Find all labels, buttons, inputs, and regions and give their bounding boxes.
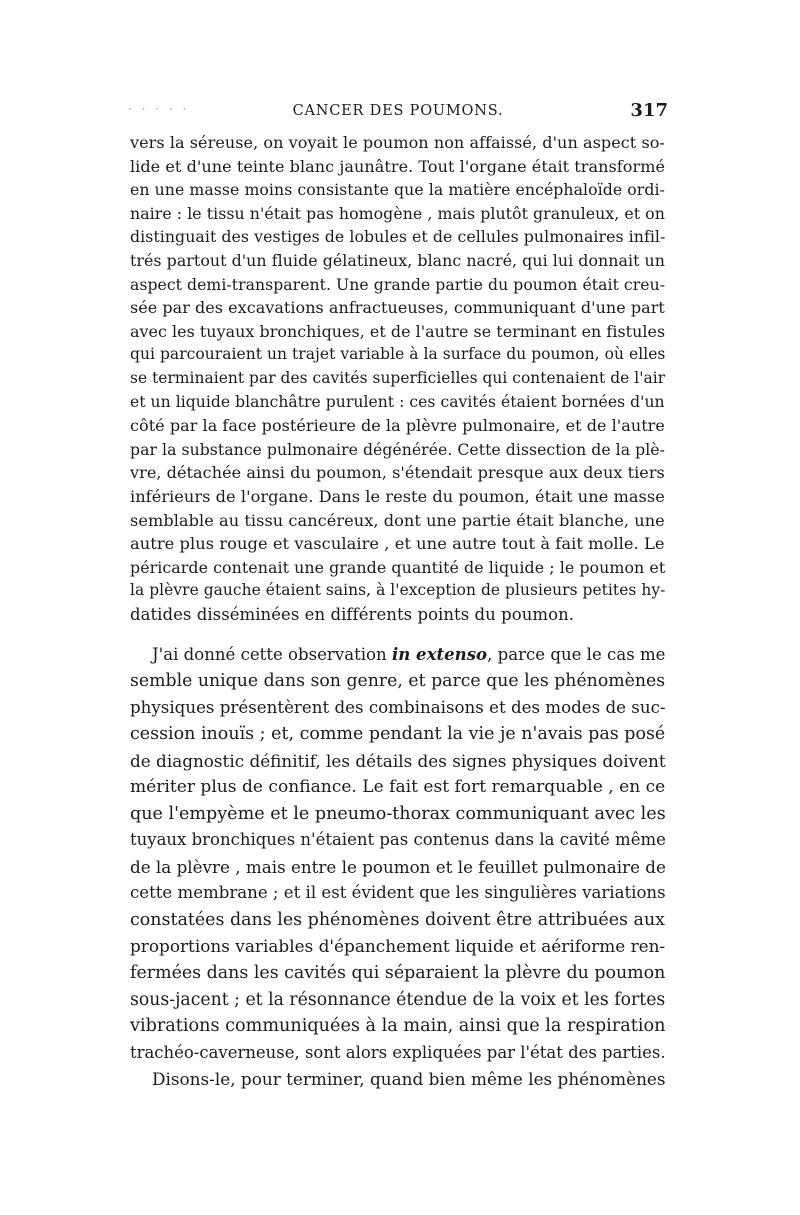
text-line: vibrations communiquées à la main, ainsi que la respiration (130, 1016, 666, 1037)
text-line: constatées dans les phénomènes doivent être attribuées aux (130, 909, 666, 930)
text-line: cette membrane ; et il est évident que les singulières variations (130, 883, 666, 903)
running-title: CANCER DES POUMONS. (292, 103, 504, 119)
text-line: côté par la face postérieure de la plèvre pulmonaire, et de l'autre (130, 416, 665, 436)
text-line: trés partout d'un fluide gélatineux, blanc nacré, qui lui donnait un (130, 250, 666, 270)
text-line: mériter plus de confiance. Le fait est fort remarquable , en ce (130, 777, 666, 798)
text-line: sous-jacent ; et la résonnance étendue de la voix et les fortes (130, 989, 666, 1010)
body-text (130, 131, 668, 1093)
text-line: Disons-le, pour terminer, quand bien même les phénomènes (152, 1069, 666, 1090)
text-line: et un liquide blanchâtre purulent : ces cavités étaient bornées d'un (130, 392, 665, 411)
text-line: péricarde contenait une grande quantité de liquide ; le poumon et (130, 557, 666, 577)
page-header (128, 100, 668, 126)
text-line: semblable au tissu cancéreux, dont une partie était blanche, une (130, 510, 665, 530)
text-line: physiques présentèrent des combinaisons et des modes de suc- (130, 697, 666, 717)
text-line: fermées dans les cavités qui séparaient la plèvre du poumon (130, 963, 666, 984)
text-line: naire : le tissu n'était pas homogène , mais plutôt granuleux, et on (130, 203, 665, 223)
paragraph-1 (130, 131, 668, 626)
text-line: qui parcouraient un trajet variable à la surface du poumon, où elles (130, 345, 666, 364)
text-fragment: , parce que le cas me (487, 645, 666, 665)
text-line: en une masse moins consistante que la matière encéphaloïde ordi- (130, 180, 665, 200)
paragraph-3 (130, 1066, 668, 1093)
text-line: autre plus rouge et vasculaire , et une autre tout à fait molle. Le (130, 534, 665, 554)
text-line: proportions variables d'épanchement liquide et aériforme ren- (130, 936, 666, 957)
text-line: lide et d'une teinte blanc jaunâtre. Tout l'organe était transformé (130, 156, 666, 176)
text-line: vers la séreuse, on voyait le poumon non affaissé, d'un aspect so- (130, 133, 665, 152)
text-line: que l'empyème et le pneumo-thorax communiquant avec les (130, 803, 666, 824)
text-line: par la substance pulmonaire dégénérée. Cette dissection de la plè- (130, 439, 665, 459)
italic-phrase: in extenso (391, 644, 488, 665)
header-specks: · · · · · (128, 102, 190, 116)
paragraph-2 (130, 641, 668, 1066)
text-line: inférieurs de l'organe. Dans le reste du poumon, était une masse (130, 486, 665, 506)
text-line: datides disséminées en différents points du poumon. (130, 604, 575, 624)
text-line: tuyaux bronchiques n'étaient pas contenus dans la cavité même (130, 830, 666, 850)
text-line: la plèvre gauche étaient sains, à l'exception de plusieurs petites hy- (130, 581, 666, 600)
text-line: semble unique dans son genre, et parce que les phénomènes (130, 671, 666, 692)
page-number: 317 (630, 100, 668, 121)
text-line: sée par des excavations anfractueuses, communiquant d'une part (130, 298, 665, 318)
text-line: de diagnostic définitif, les détails des signes physiques doivent (130, 750, 666, 771)
text-line: se terminaient par des cavités superficielles qui contenaient de l'air (130, 368, 666, 387)
text-line: avec les tuyaux bronchiques, et de l'autre se terminant en fistules (130, 321, 666, 341)
text-line (130, 641, 668, 668)
text-line: distinguait des vestiges de lobules et de cellules pulmonaires infil- (130, 227, 666, 247)
text-line: aspect demi-transparent. Une grande partie du poumon était creu- (130, 274, 666, 294)
text-fragment: J'ai donné cette observation (152, 645, 392, 665)
text-line: cession inouïs ; et, comme pendant la vie je n'avais pas posé (130, 724, 666, 745)
text-line: de la plèvre , mais entre le poumon et le feuillet pulmonaire de (130, 856, 666, 877)
text-line: vre, détachée ainsi du poumon, s'étendait presque aux deux tiers (130, 463, 665, 483)
text-line: trachéo-caverneuse, sont alors expliquées par l'état des parties. (130, 1042, 666, 1062)
